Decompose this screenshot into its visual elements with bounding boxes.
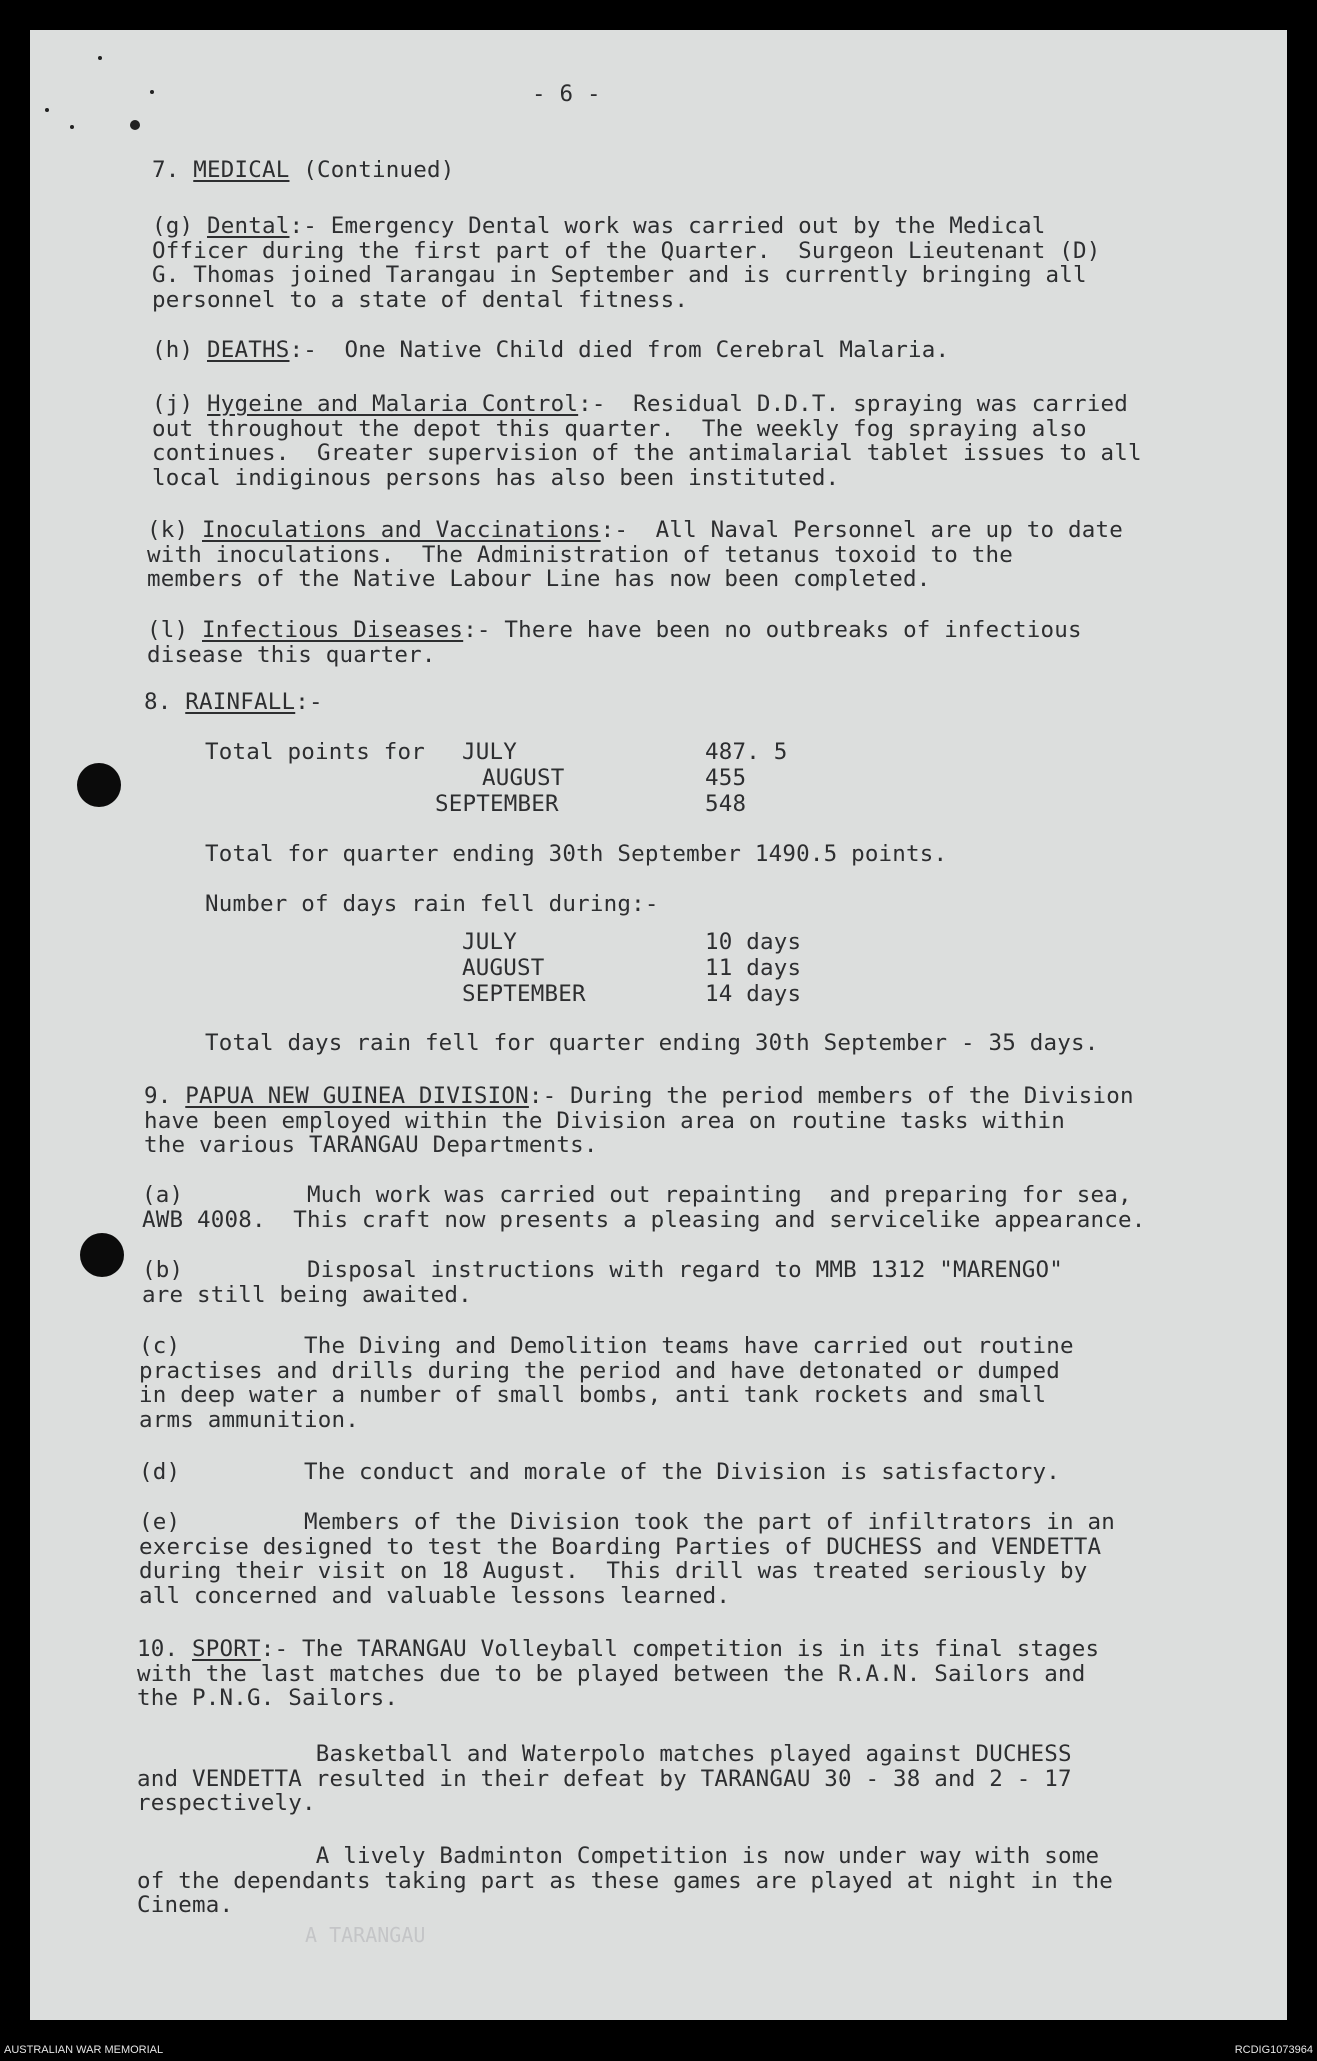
punch-hole — [80, 1233, 124, 1277]
dental-paragraph: (g) Dental:- Emergency Dental work was carried out by the Medical Officer during the first part of the Quarter. Surgeon Lieutenant (D) G. Thomas joined Tarangau in September and is currently bringing all personnel to a state of dental fitness. — [152, 213, 1101, 313]
days-label: Number of days rain fell during:- — [205, 891, 659, 917]
days-total: Total days rain fell for quarter ending 30th September - 35 days. — [205, 1030, 1099, 1056]
points-month: JULY — [462, 739, 517, 765]
section-8-heading: 8. RAINFALL:- — [144, 689, 323, 715]
points-month: AUGUST — [482, 765, 565, 791]
faint-stamp: A TARANGAU — [305, 1923, 426, 1947]
section-7-heading: 7. MEDICAL (Continued) — [152, 157, 455, 183]
points-value: 455 — [705, 765, 747, 791]
days-value: 11 days — [705, 955, 802, 981]
days-value: 10 days — [705, 929, 802, 955]
section-9-paragraph: 9. PAPUA NEW GUINEA DIVISION:- During the period members of the Division have been employed within the Division area on routine tasks within the various TARANGAU Departments. — [144, 1083, 1134, 1158]
hygeine-paragraph: (j) Hygeine and Malaria Control:- Residual D.D.T. spraying was carried out throughout the depot this quarter. The weekly fog spraying also continues. Greater supervision of the antimalarial tablet issues to all local indiginous persons has also been instituted. — [152, 391, 1142, 491]
item-e: (e) Members of the Division took the part of infiltrators in an exercise designed to test the Boarding Parties of DUCHESS and VENDETTA during their visit on 18 August. This drill was treated seriously by all concerned and valuable lessons learned. — [139, 1509, 1115, 1609]
sport-paragraph-3: A lively Badminton Competition is now under way with some of the dependants taking part as these games are played at night in the Cinema. — [137, 1843, 1113, 1918]
footer-right: RCDIG1073964 — [1234, 2044, 1313, 2056]
ink-speck — [45, 108, 49, 112]
quarter-points-total: Total for quarter ending 30th September 1490.5 points. — [205, 841, 948, 867]
inoculations-paragraph: (k) Inoculations and Vaccinations:- All Naval Personnel are up to date with inoculations. The Administration of tetanus toxoid to the members of the Native Labour Line has now been completed. — [147, 517, 1123, 592]
points-label: Total points for — [205, 739, 425, 765]
document-page — [30, 30, 1287, 2020]
infectious-paragraph: (l) Infectious Diseases:- There have been no outbreaks of infectious disease this quarter. — [147, 617, 1082, 668]
punch-hole — [77, 763, 121, 807]
ink-speck — [98, 56, 102, 60]
section-10-paragraph: 10. SPORT:- The TARANGAU Volleyball competition is in its final stages with the last matches due to be played between the R.A.N. Sailors and the P.N.G. Sailors. — [137, 1636, 1100, 1711]
deaths-paragraph: (h) DEATHS:- One Native Child died from Cerebral Malaria. — [152, 337, 950, 363]
days-value: 14 days — [705, 981, 802, 1007]
points-value: 487. 5 — [705, 739, 788, 765]
sport-paragraph-2: Basketball and Waterpolo matches played against DUCHESS and VENDETTA resulted in their defeat by TARANGAU 30 - 38 and 2 - 17 respectively. — [137, 1741, 1072, 1816]
item-c: (c) The Diving and Demolition teams have carried out routine practises and drills during the period and have detonated or dumped in deep water a number of small bombs, anti tank rockets and small arms ammunition. — [139, 1333, 1074, 1433]
ink-speck — [130, 120, 140, 130]
footer-left: AUSTRALIAN WAR MEMORIAL — [4, 2044, 164, 2056]
ink-speck — [150, 90, 154, 94]
item-d: (d) The conduct and morale of the Division is satisfactory. — [139, 1459, 1061, 1485]
item-a: (a) Much work was carried out repainting and preparing for sea, AWB 4008. This craft now presents a pleasing and servicelike appearance. — [142, 1182, 1146, 1233]
days-month: SEPTEMBER — [462, 981, 586, 1007]
ink-speck — [70, 125, 74, 129]
item-b: (b) Disposal instructions with regard to MMB 1312 "MARENGO" are still being awaited. — [142, 1257, 1064, 1308]
page-number: - 6 - — [532, 81, 601, 107]
points-month: SEPTEMBER — [435, 791, 559, 817]
days-month: AUGUST — [462, 955, 545, 981]
days-month: JULY — [462, 929, 517, 955]
points-value: 548 — [705, 791, 747, 817]
